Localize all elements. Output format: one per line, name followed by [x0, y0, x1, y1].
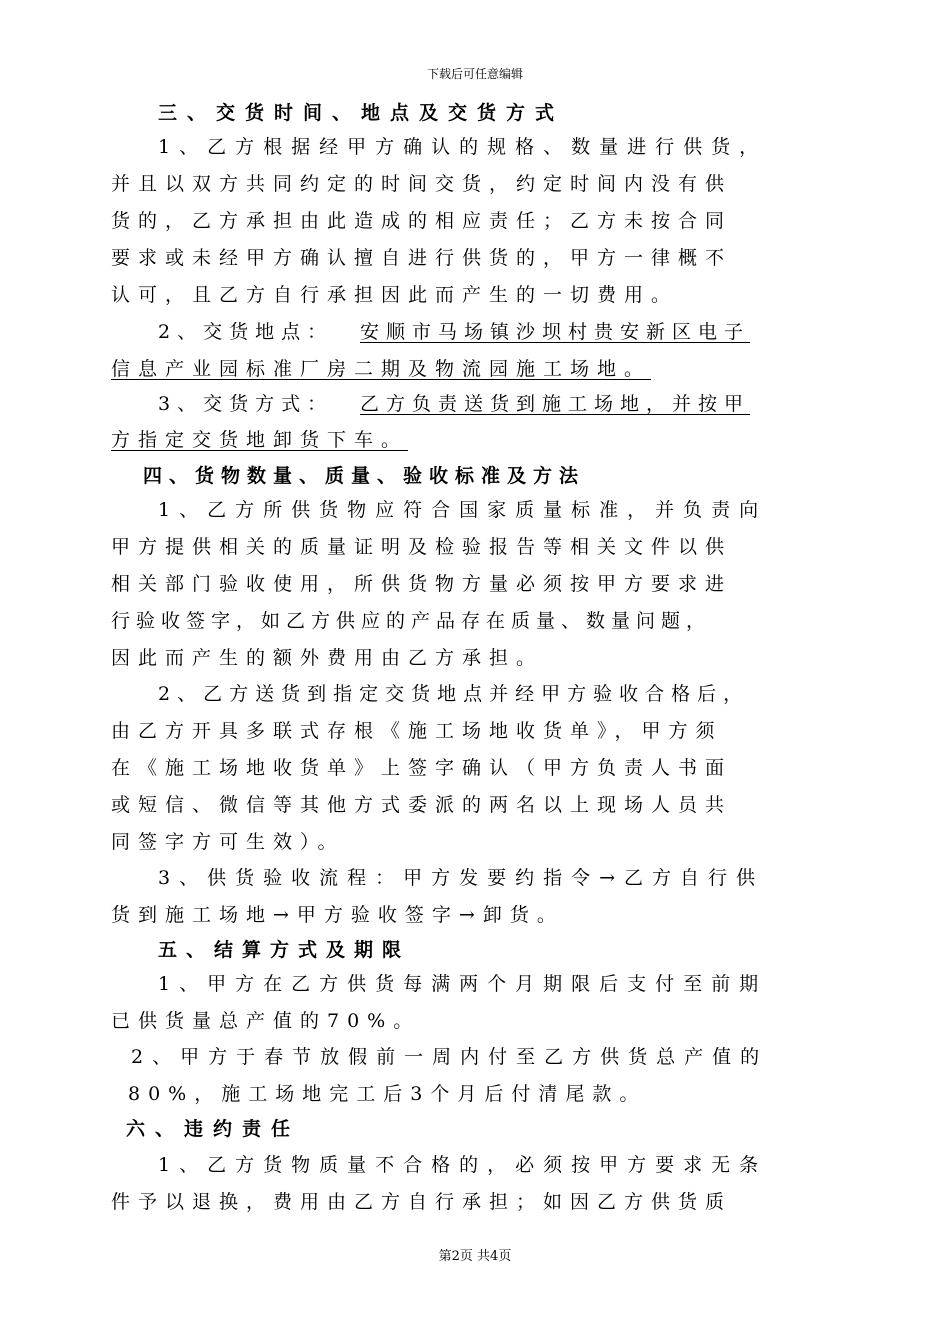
- paragraph-line: 3、供货验收流程：甲方发要约指令→乙方自行供: [158, 867, 765, 889]
- paragraph-line: 货的，乙方承担由此造成的相应责任；乙方未按合同: [111, 210, 733, 232]
- page-footer: 第2页 共4页: [438, 1249, 512, 1264]
- section-heading-4: 四、货物数量、质量、验收标准及方法: [143, 465, 586, 487]
- paragraph-line: 货到施工场地→甲方验收签字→卸货。: [111, 904, 564, 926]
- paragraph-line: 2、乙方送货到指定交货地点并经甲方验收合格后，: [158, 683, 750, 705]
- delivery-method-value-cont: 方指定交货地卸货下车。: [111, 429, 409, 451]
- paragraph-line: 1、乙方所供货物应符合国家质量标准，并负责向: [158, 499, 768, 521]
- section-heading-6: 六、违约责任: [126, 1118, 301, 1140]
- paragraph-line: 同签字方可生效）。: [111, 831, 345, 853]
- paragraph-line: 并且以双方共同约定的时间交货，约定时间内没有供: [111, 173, 733, 195]
- delivery-method-value: 乙方负责送货到施工场地，并按甲: [360, 393, 751, 415]
- section-heading-3: 三、交货时间、地点及交货方式: [158, 102, 565, 124]
- paragraph-line: 相关部门验收使用，所供货物方量必须按甲方要求进: [111, 573, 733, 595]
- delivery-location-value: 安顺市马场镇沙坝村贵安新区电子: [360, 321, 751, 343]
- paragraph-line: 要求或未经甲方确认擅自进行供货的，甲方一律概不: [111, 247, 733, 269]
- paragraph-line: 由乙方开具多联式存根《施工场地收货单》，甲方须: [111, 720, 723, 742]
- paragraph-line: 甲方提供相关的质量证明及检验报告等相关文件以供: [111, 536, 733, 558]
- delivery-location-label: 2、交货地点：: [158, 321, 334, 343]
- paragraph-line: 因此而产生的额外费用由乙方承担。: [111, 647, 544, 669]
- paragraph-line: 2、甲方于春节放假前一周内付至乙方供货总产值的: [131, 1046, 769, 1068]
- paragraph-line: 认可，且乙方自行承担因此而产生的一切费用。: [111, 284, 679, 306]
- paragraph-line: 在《施工场地收货单》上签字确认（甲方负责人书面: [111, 757, 733, 779]
- paragraph-line: 1、乙方货物质量不合格的，必须按甲方要求无条: [158, 1154, 768, 1176]
- delivery-location-value-cont: 信息产业园标准厂房二期及物流园施工场地。: [111, 358, 652, 380]
- delivery-method-label: 3、交货方式：: [158, 393, 334, 415]
- paragraph-line: 1、乙方根据经甲方确认的规格、数量进行供货，: [158, 136, 768, 158]
- paragraph-line: 或短信、微信等其他方式委派的两名以上现场人员共: [111, 794, 733, 816]
- page-header: 下载后可任意编辑: [426, 67, 523, 81]
- paragraph-line: 1、甲方在乙方供货每满两个月期限后支付至前期: [158, 973, 768, 995]
- paragraph-line: 行验收签字，如乙方供应的产品存在质量、数量问题，: [111, 610, 712, 632]
- paragraph-line: 已供货量总产值的70%。: [111, 1010, 421, 1032]
- section-heading-5: 五、结算方式及期限: [158, 939, 411, 961]
- paragraph-line: 80%，施工场地完工后3个月后付清尾款。: [128, 1083, 647, 1105]
- paragraph-line: 件予以退换，费用由乙方自行承担；如因乙方供货质: [111, 1191, 733, 1213]
